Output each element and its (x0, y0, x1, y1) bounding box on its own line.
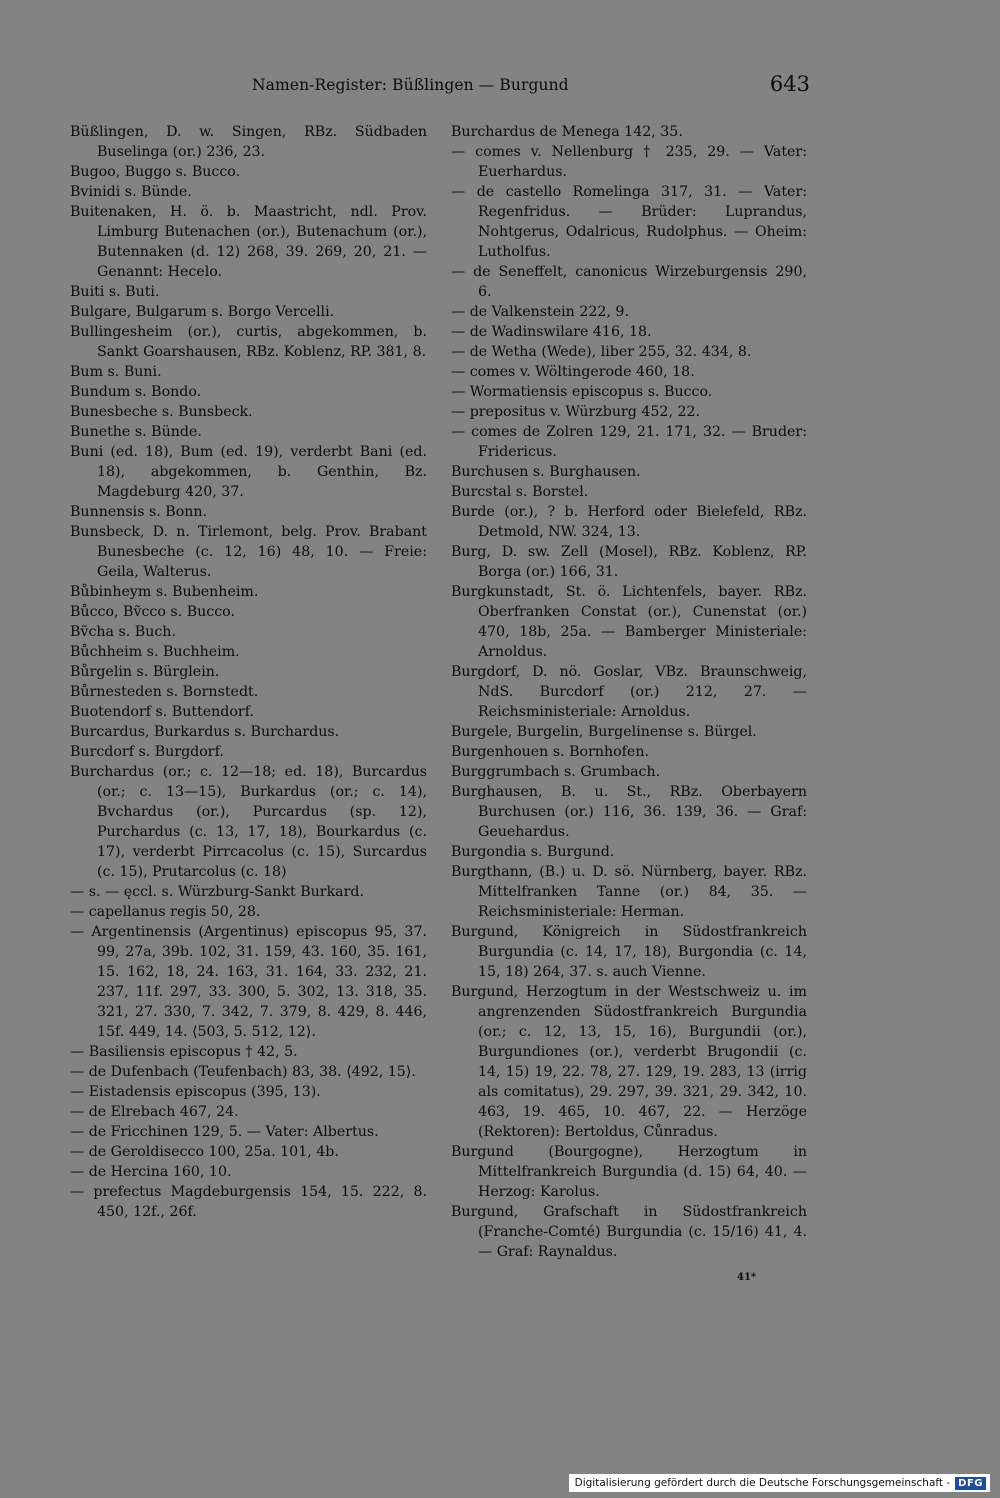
index-column-right (451, 122, 807, 1262)
footer-text: Digitalisierung gefördert durch die Deutsche Forschungsgemeinschaft - (574, 1477, 951, 1489)
index-entry: Burgondia s. Burgund. (451, 844, 615, 860)
index-entry: — Wormatiensis episcopus s. Bucco. (451, 384, 713, 400)
index-entry: Bṽcha s. Buch. (70, 624, 176, 640)
dfg-logo: DFG (955, 1477, 986, 1490)
index-entry: Bundum s. Bondo. (70, 384, 202, 400)
index-entry: — de Dufenbach (Teufenbach) 83, 38. ⟨492, 15⟩. (70, 1064, 416, 1080)
index-entry: — comes de Zolren 129, 21. 171, 32. — Bruder: Fridericus. (451, 424, 807, 460)
index-entry: — de Elrebach 467, 24. (70, 1104, 239, 1120)
index-entry: Bůbinheym s. Bubenheim. (70, 584, 259, 600)
index-entry: Buotendorf s. Buttendorf. (70, 704, 254, 720)
running-header (70, 72, 810, 102)
index-entry: — de castello Romelinga 317, 31. — Vater: Regenfridus. — Brüder: Luprandus, Nohtgerus, Odalricus, Rudolphus. — Oheim: Lutholfus. (451, 184, 807, 260)
index-entry: Burgenhouen s. Bornhofen. (451, 744, 649, 760)
index-entry: — de Seneffelt, canonicus Wirzeburgensis 290, 6. (451, 264, 807, 300)
index-entry: — prepositus v. Würzburg 452, 22. (451, 404, 701, 420)
index-entry: Buiti s. Buti. (70, 284, 160, 300)
index-entry: — de Geroldisecco 100, 25a. 101, 4b. (70, 1144, 339, 1160)
index-entry: Burgund, Herzogtum in der Westschweiz u. im angrenzenden Südostfrankreich Burgundia (or.; c. 12, 13, 15, 16), Burgundii (or.), Burgundiones (or.), verderbt Brugondii (c. 14, 15) 19, 22. 78, 27. 129, 19. 283, 13 (irrig als comitatus), 29. 297, 39. 321, 29. 342, 10. 463, 19. 465, 10. 467, 22. — Herzöge (Rektoren): Bertoldus, Cůnradus. (451, 984, 807, 1140)
index-entry: — de Wetha (Wede), liber 255, 32. 434, 8. (451, 344, 752, 360)
index-entry: Burchardus de Menega 142, 35. (451, 124, 683, 140)
index-entry: — de Fricchinen 129, 5. — Vater: Albertus. (70, 1124, 379, 1140)
index-entry: Buni (ed. 18), Bum (ed. 19), verderbt Bani (ed. 18), abgekommen, b. Genthin, Bz. Magdeburg 420, 37. (70, 444, 427, 500)
index-entry: Burggrumbach s. Grumbach. (451, 764, 661, 780)
index-entry: Burg, D. sw. Zell (Mosel), RBz. Koblenz, RP. Borga (or.) 166, 31. (451, 544, 807, 580)
index-entry: — comes v. Wöltingerode 460, 18. (451, 364, 695, 380)
index-entry: Burgele, Burgelin, Burgelinense s. Bürgel. (451, 724, 757, 740)
index-entry: Bum s. Buni. (70, 364, 162, 380)
index-entry: — capellanus regis 50, 28. (70, 904, 261, 920)
index-entry: Burgund, Grafschaft in Südostfrankreich (Franche-Comté) Burgundia (c. 15/16) 41, 4. — Graf: Raynaldus. (451, 1204, 807, 1260)
index-entry: Burgund (Bourgogne), Herzogtum in Mittelfrankreich Burgundia (d. 15) 64, 40. — Herzog: Karolus. (451, 1144, 807, 1200)
index-entry: Burcardus, Burkardus s. Burchardus. (70, 724, 340, 740)
index-entry: Burgkunstadt, St. ö. Lichtenfels, bayer. RBz. Oberfranken Constat (or.), Cunenstat (or.) 470, 18b, 25a. — Bamberger Ministeriale: Arnoldus. (451, 584, 807, 660)
index-entry: Burgdorf, D. nö. Goslar, VBz. Braunschweig, NdS. Burcdorf (or.) 212, 27. — Reichsministeriale: Arnoldus. (451, 664, 807, 720)
index-entry: — Basiliensis episcopus † 42, 5. (70, 1044, 298, 1060)
page-title: Namen-Register: Büßlingen — Burgund (252, 76, 569, 94)
index-entry: — de Valkenstein 222, 9. (451, 304, 629, 320)
index-entry: — prefectus Magdeburgensis 154, 15. 222, 8. 450, 12f., 26f. (70, 1184, 427, 1220)
index-entry: Burghausen, B. u. St., RBz. Oberbayern Burchusen (or.) 116, 36. 139, 36. — Graf: Geuehardus. (451, 784, 807, 840)
index-entry: Burgthann, (B.) u. D. sö. Nürnberg, bayer. RBz. Mittelfranken Tanne (or.) 84, 35. — Reichsministeriale: Herman. (451, 864, 807, 920)
index-entry: Burchardus (or.; c. 12—18; ed. 18), Burcardus (or.; c. 13—15), Burkardus (or.; c. 14), Bvchardus (or.), Purcardus (sp. 12), Purchardus (c. 13, 17, 18), Bourkardus (c. 17), verderbt Pirrcacolus (c. 15), Surcardus (c. 15), Prutarcolus (c. 18) (70, 764, 427, 880)
index-entry: — comes v. Nellenburg † 235, 29. — Vater: Euerhardus. (451, 144, 807, 180)
index-entry: Burde (or.), ? b. Herford oder Bielefeld, RBz. Detmold, NW. 324, 13. (451, 504, 807, 540)
index-entry: Bulgare, Bulgarum s. Borgo Vercelli. (70, 304, 335, 320)
index-entry: Burcstal s. Borstel. (451, 484, 589, 500)
funding-footer (569, 1474, 990, 1492)
page-number: 643 (769, 72, 810, 96)
index-entry: Bůrnesteden s. Bornstedt. (70, 684, 259, 700)
index-entry: Bvinidi s. Bünde. (70, 184, 192, 200)
index-entry: Bullingesheim (or.), curtis, abgekommen, b. Sankt Goarshausen, RBz. Koblenz, RP. 381, 8. (70, 324, 427, 360)
index-entry: Bunesbeche s. Bunsbeck. (70, 404, 253, 420)
index-entry: Bugoo, Buggo s. Bucco. (70, 164, 241, 180)
index-entry: Burchusen s. Burghausen. (451, 464, 641, 480)
index-entry: Büßlingen, D. w. Singen, RBz. Südbaden Buselinga (or.) 236, 23. (70, 124, 427, 160)
index-entry: Bunsbeck, D. n. Tirlemont, belg. Prov. Brabant Bunesbeche (c. 12, 16) 48, 10. — Freie: Geila, Walterus. (70, 524, 427, 580)
index-entry: Bůrgelin s. Bürglein. (70, 664, 220, 680)
index-entry: Burgund, Königreich in Südostfrankreich Burgundia (c. 14, 17, 18), Burgondia (c. 14, 15, 18) 264, 37. s. auch Vienne. (451, 924, 807, 980)
index-entry: — s. — ęccl. s. Würzburg-Sankt Burkard. (70, 884, 365, 900)
index-entry: Burcdorf s. Burgdorf. (70, 744, 224, 760)
index-entry: Buitenaken, H. ö. b. Maastricht, ndl. Prov. Limburg Butenachen (or.), Butenachum (or.), Butennaken (d. 12) 268, 39. 269, 20, 21. — Genannt: Hecelo. (70, 204, 427, 280)
index-entry: Bunethe s. Bünde. (70, 424, 202, 440)
index-entry: Bunnensis s. Bonn. (70, 504, 208, 520)
signature-mark: 41* (737, 1272, 757, 1283)
index-entry: — de Hercina 160, 10. (70, 1164, 232, 1180)
index-entry: — Eistadensis episcopus (395, 13). (70, 1084, 321, 1100)
index-entry: Bůcco, Bṽcco s. Bucco. (70, 604, 235, 620)
index-entry: — Argentinensis (Argentinus) episcopus 95, 37. 99, 27a, 39b. 102, 31. 159, 43. 160, 35. 161, 15. 162, 18, 24. 163, 31. 164, 33. 232, 21. 237, 11f. 297, 33. 300, 5. 302, 13. 318, 35. 321, 27. 330, 7. 342, 7. 379, 8. 429, 8. 446, 15f. 449, 14. ⟨503, 5. 512, 12⟩. (70, 924, 427, 1040)
index-entry: Bůchheim s. Buchheim. (70, 644, 240, 660)
index-entry: — de Wadinswilare 416, 18. (451, 324, 652, 340)
index-column-left (70, 122, 427, 1222)
